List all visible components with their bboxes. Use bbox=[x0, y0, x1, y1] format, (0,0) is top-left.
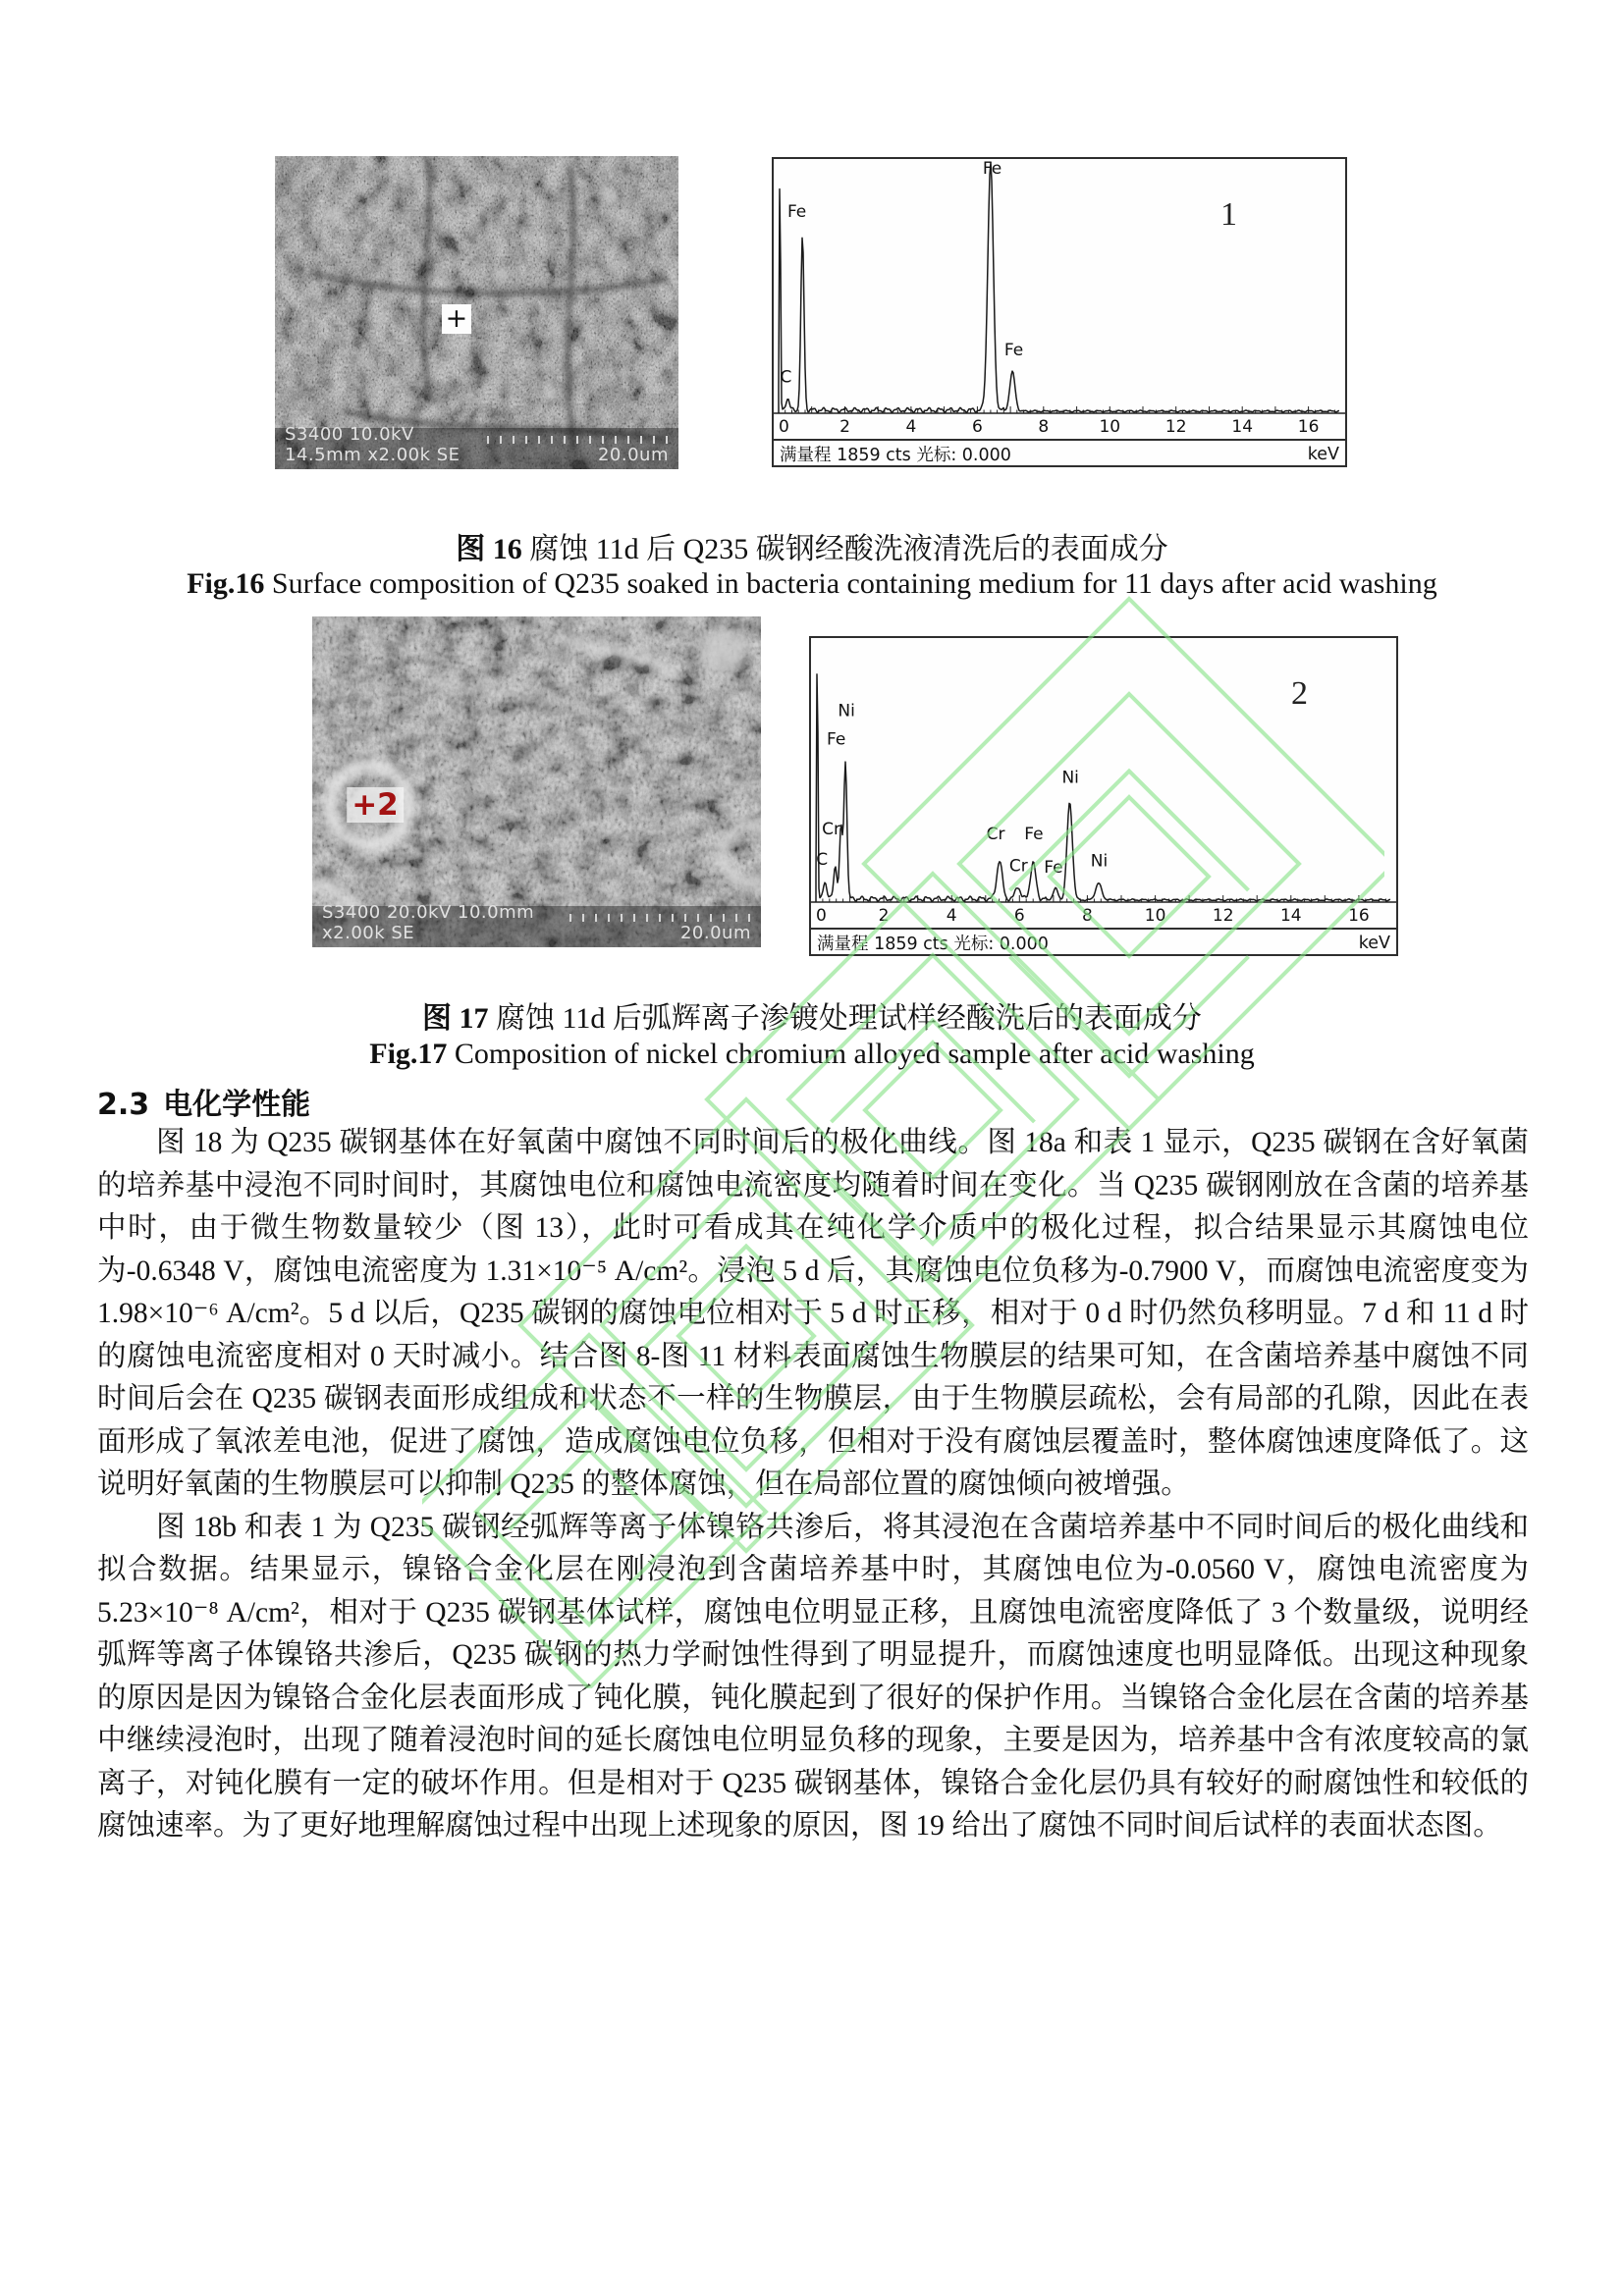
element-label: Fe bbox=[982, 159, 1002, 179]
x-tick-label: 8 bbox=[1038, 417, 1050, 437]
eds-point1-marker bbox=[442, 304, 471, 334]
element-label: C bbox=[816, 850, 829, 871]
eds-point2-marker bbox=[347, 787, 404, 823]
sem1-noise-layers bbox=[275, 156, 678, 469]
figure16-caption-en bbox=[98, 567, 1526, 601]
x-tick-label: 0 bbox=[816, 906, 827, 926]
x-tick-label: 4 bbox=[946, 906, 957, 926]
figure17-caption-zh-prefix: 图 17 bbox=[422, 1002, 489, 1035]
x-tick-label: 10 bbox=[1099, 417, 1121, 437]
sem1-metadata-text: S3400 10.0kV 14.5mm x2.00k SE bbox=[285, 424, 460, 465]
eds1-plot bbox=[774, 159, 1345, 439]
eds1-info-bar bbox=[774, 439, 1345, 467]
element-label: Ni bbox=[1090, 851, 1109, 872]
x-tick-label: 14 bbox=[1279, 906, 1302, 926]
figure17-caption-en-text: Composition of nickel chromium alloyed sample after acid washing bbox=[447, 1038, 1255, 1070]
eds2-info-bar bbox=[811, 928, 1396, 956]
figure17-caption-en bbox=[98, 1038, 1526, 1071]
figure16-caption-zh bbox=[98, 524, 1526, 567]
scale-ticks-icon bbox=[569, 914, 751, 922]
element-label: Fe bbox=[1003, 340, 1024, 360]
scale-ticks-icon bbox=[487, 436, 669, 444]
section-title: 电化学性能 bbox=[163, 1088, 311, 1122]
sem2-status-bar bbox=[312, 902, 761, 947]
element-label: Fe bbox=[1024, 825, 1044, 844]
sem1-texture bbox=[275, 156, 678, 469]
x-tick-label: 2 bbox=[839, 417, 850, 437]
figure17-caption-zh bbox=[98, 993, 1526, 1037]
marker-plus-icon: + bbox=[445, 302, 468, 334]
x-tick-label: 8 bbox=[1081, 906, 1093, 926]
sem1-scale-bar bbox=[487, 436, 669, 465]
spectrum-number-2: 2 bbox=[1291, 675, 1308, 712]
x-tick-label: 6 bbox=[1013, 906, 1025, 926]
figure16-caption-en-prefix: Fig.16 bbox=[187, 567, 265, 600]
eds2-plot bbox=[811, 638, 1396, 928]
figure16-caption-zh-prefix: 图 16 bbox=[456, 533, 522, 565]
sem2-metadata-text: S3400 20.0kV 10.0mm x2.00k SE bbox=[322, 902, 535, 943]
paragraph-2: 图 18b 和表 1 为 Q235 碳钢经弧辉等离子体镍铬共渗后，将其浸泡在含菌培养基中不同时间后的极化曲线和拟合数据。结果显示，镍铬合金化层在刚浸泡到含菌培养基中时，其腐蚀电位为-0.0560 V，腐蚀电流密度为 5.23×10⁻⁸ A/cm²，相对于 Q235 碳钢基体试样，腐蚀电位明显正移，且腐蚀电流密度降低了 3 个数量级，说明经弧辉等离子体镍铬共渗后，Q235 碳钢的热力学耐蚀性得到了明显提升，而腐蚀速度也明显降低。出现这种现象的原因是因为镍铬合金化层表面形成了钝化膜，钝化膜起到了很好的保护作用。当镍铬合金化层在含菌的培养基中继续浸泡时，出现了随着浸泡时间的延长腐蚀电位明显负移的现象，主要是因为，培养基中含有浓度较高的氯离子，对钝化膜有一定的破坏作用。但是相对于 Q235 碳钢基体，镍铬合金化层仍具有较好的耐腐蚀性和较低的腐蚀速率。为了更好地理解腐蚀过程中出现上述现象的原因，图 19 给出了腐蚀不同时间后试样的表面状态图。 bbox=[97, 1511, 1529, 1842]
element-label: Fe bbox=[786, 202, 807, 223]
figure16-caption-zh-text: 腐蚀 11d 后 Q235 碳钢经酸洗液清洗后的表面成分 bbox=[521, 533, 1168, 565]
x-tick-label: 0 bbox=[779, 417, 789, 437]
sem2-scale-bar bbox=[569, 914, 751, 943]
section-heading bbox=[97, 1080, 324, 1123]
x-tick-label: 16 bbox=[1348, 906, 1370, 926]
element-label: Ni bbox=[1061, 768, 1079, 788]
x-tick-label: 12 bbox=[1164, 417, 1187, 437]
eds1-unit-label: keV bbox=[1307, 444, 1339, 464]
eds1-full-scale-text: 满量程 1859 cts 光标: 0.000 bbox=[780, 446, 1011, 465]
paragraph-1: 图 18 为 Q235 碳钢基体在好氧菌中腐蚀不同时间后的极化曲线。图 18a 和表 1 显示，Q235 碳钢在含好氧菌的培养基中浸泡不同时间时，其腐蚀电位和腐蚀电流密度均随着时间在变化。当 Q235 碳钢刚放在含菌的培养基中时，由于微生物数量较少（图 13），此时可看成其在纯化学介质中的极化过程，拟合结果显示其腐蚀电位为-0.6348 V，腐蚀电流密度为 1.31×10⁻⁵ A/cm²。浸泡 5 d 后，其腐蚀电位负移为-0.7900 V，而腐蚀电流密度变为 1.98×10⁻⁶ A/cm²。5 d 以后，Q235 碳钢的腐蚀电位相对于 5 d 时正移，相对于 0 d 时仍然负移明显。7 d 和 11 d 时的腐蚀电流密度相对 0 天时减小。结合图 8-图 11 材料表面腐蚀生物膜层的结果可知，在含菌培养基中腐蚀不同时间后会在 Q235 碳钢表面形成组成和状态不一样的生物膜层，由于生物膜层疏松，会有局部的孔隙，因此在表面形成了氧浓差电池，促进了腐蚀，造成腐蚀电位负移，但相对于没有腐蚀层覆盖时，整体腐蚀速度降低了。这说明好氧菌的生物膜层可以抑制 Q235 的整体腐蚀，但在局部位置的腐蚀倾向被增强。 bbox=[97, 1127, 1529, 1500]
element-label: Fe bbox=[827, 729, 846, 750]
x-tick-label: 2 bbox=[878, 906, 890, 926]
x-tick-label: 12 bbox=[1212, 906, 1234, 926]
section-number: 2.3 bbox=[97, 1088, 150, 1122]
sem1-scale-label: 20.0um bbox=[597, 445, 669, 465]
element-label: Fe bbox=[1044, 857, 1063, 878]
eds2-full-scale-text: 满量程 1859 cts 光标: 0.000 bbox=[817, 934, 1049, 954]
figure16-sem-image bbox=[275, 156, 678, 469]
x-tick-label: 14 bbox=[1231, 417, 1254, 437]
element-label: Ni bbox=[838, 701, 855, 721]
figure17-caption-en-prefix: Fig.17 bbox=[369, 1038, 448, 1070]
x-tick-label: 10 bbox=[1144, 906, 1166, 926]
figure17-caption-zh-text: 腐蚀 11d 后弧辉离子渗镀处理试样经酸洗后的表面成分 bbox=[488, 1002, 1202, 1035]
eds2-unit-label: keV bbox=[1358, 933, 1390, 953]
element-label: Cr bbox=[986, 825, 1005, 844]
sem2-scale-label: 20.0um bbox=[679, 923, 751, 943]
element-label: Cr bbox=[822, 819, 841, 839]
sem2-noise-layers bbox=[312, 616, 761, 947]
figure16-eds-chart bbox=[772, 157, 1347, 467]
marker-plus2-icon: +2 bbox=[352, 787, 399, 824]
x-tick-label: 4 bbox=[905, 417, 917, 437]
body-text bbox=[97, 1122, 1529, 1848]
sem2-texture bbox=[312, 616, 761, 947]
element-label: C bbox=[780, 367, 792, 388]
spectrum-trace bbox=[779, 162, 1339, 413]
element-label: Cr bbox=[1008, 856, 1028, 877]
spectrum-number-1: 1 bbox=[1220, 196, 1237, 233]
figure17-eds-chart bbox=[809, 636, 1398, 956]
figure17-sem-image bbox=[312, 616, 761, 947]
sem1-status-bar bbox=[275, 424, 678, 469]
x-tick-label: 16 bbox=[1297, 417, 1320, 437]
figure16-caption-en-text: Surface composition of Q235 soaked in bacteria containing medium for 11 days after acid washing bbox=[264, 567, 1437, 600]
x-tick-label: 6 bbox=[971, 417, 983, 437]
